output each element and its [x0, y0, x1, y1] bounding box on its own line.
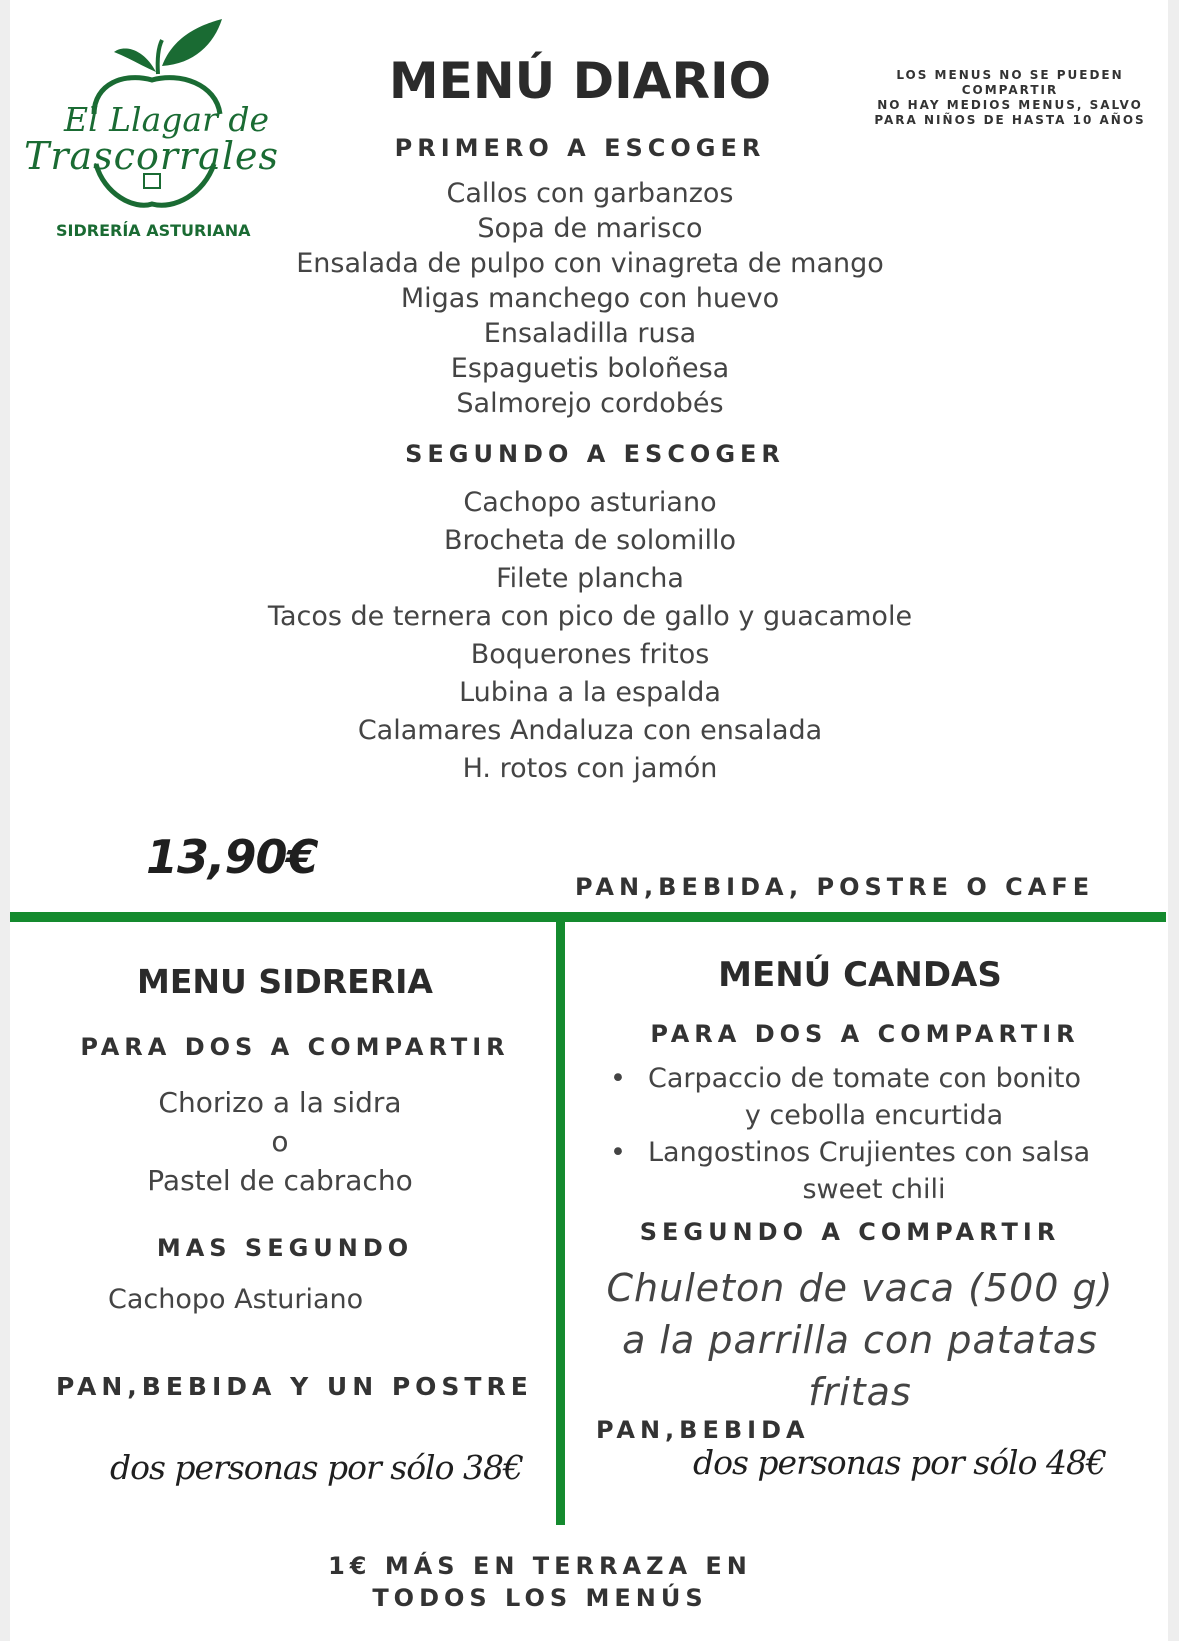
list-item [600, 1060, 1140, 1134]
first-course-list [210, 176, 970, 421]
sidreria-starters [30, 1083, 530, 1200]
main-line2: a la parrilla con patatas [622, 1318, 1098, 1362]
sidreria-title: MENU SIDRERIA [137, 962, 433, 1001]
main-line3: fritas [808, 1370, 912, 1414]
sidreria-second-heading: MAS SEGUNDO [156, 1234, 414, 1262]
first-course-heading: PRIMERO A ESCOGER [394, 134, 766, 162]
logo-line1: El Llagar de [64, 100, 269, 139]
sidreria-includes: PAN,BEBIDA Y UN POSTRE [56, 1372, 533, 1401]
list-item: Migas manchego con huevo [400, 283, 780, 314]
list-item [600, 1134, 1140, 1208]
main-line1: Chuleton de vaca (500 g) [606, 1266, 1114, 1310]
candas-starters [600, 1060, 1140, 1208]
list-item: Filete plancha [496, 563, 684, 594]
daily-title: MENÚ DIARIO [388, 52, 772, 110]
list-item: Calamares Andaluza con ensalada [357, 715, 823, 746]
terrace-line1: 1€ MÁS EN TERRAZA EN [328, 1552, 752, 1580]
bullet2-line2: sweet chili [802, 1174, 946, 1205]
list-item: Pastel de cabracho [147, 1164, 413, 1197]
terrace-note [260, 1550, 820, 1614]
vertical-divider [556, 918, 565, 1525]
bullet-icon: • [610, 1063, 626, 1094]
candas-share-heading: PARA DOS A COMPARTIR [650, 1020, 1080, 1048]
bullet1-line2: y cebolla encurtida [744, 1100, 1004, 1131]
candas-includes: PAN,BEBIDA [596, 1416, 810, 1444]
horizontal-divider [10, 912, 1166, 922]
notice-line3: NO HAY MEDIOS MENUS, SALVO [877, 98, 1143, 112]
list-item: Boquerones fritos [470, 639, 710, 670]
menu-page [10, 0, 1168, 1641]
list-item: Callos con garbanzos [446, 178, 734, 209]
second-course-list [190, 484, 990, 788]
notice-line2: COMPARTIR [961, 83, 1059, 97]
bullet2-line1: Langostinos Crujientes con salsa [648, 1137, 1091, 1168]
candas-second-heading: SEGUNDO A COMPARTIR [639, 1218, 1061, 1246]
or-separator: o [271, 1125, 289, 1158]
list-item: Salmorejo cordobés [456, 388, 724, 419]
list-item: Espaguetis boloñesa [450, 353, 730, 384]
list-item: H. rotos con jamón [462, 753, 718, 784]
bullet-icon: • [610, 1137, 626, 1168]
daily-price: 13,90€ [146, 830, 318, 884]
notice-line4: PARA NIÑOS DE HASTA 10 AÑOS [874, 113, 1146, 127]
list-item: Ensaladilla rusa [483, 318, 697, 349]
notice [855, 68, 1165, 128]
logo-tagline: SIDRERÍA ASTURIANA [56, 221, 251, 240]
logo-line2: Trascorrales [24, 134, 279, 178]
daily-includes: PAN,BEBIDA, POSTRE O CAFE [575, 873, 1095, 901]
notice-line1: LOS MENUS NO SE PUEDEN [896, 68, 1124, 82]
sidreria-share-heading: PARA DOS A COMPARTIR [80, 1033, 510, 1061]
list-item: Brocheta de solomillo [443, 525, 737, 556]
terrace-line2: TODOS LOS MENÚS [372, 1584, 708, 1612]
list-item: Tacos de ternera con pico de gallo y guacamole [267, 601, 913, 632]
candas-main-course [580, 1262, 1140, 1418]
candas-price: dos personas por sólo 48€ [693, 1443, 1106, 1482]
list-item: Lubina a la espalda [459, 677, 721, 708]
candas-title: MENÚ CANDAS [718, 955, 1002, 995]
bullet1-line1: Carpaccio de tomate con bonito [648, 1063, 1081, 1094]
sidreria-second-item: Cachopo Asturiano [108, 1284, 364, 1315]
list-item: Cachopo asturiano [463, 487, 717, 518]
second-course-heading: SEGUNDO A ESCOGER [405, 440, 785, 468]
sidreria-price: dos personas por sólo 38€ [110, 1448, 523, 1487]
list-item: Chorizo a la sidra [158, 1086, 402, 1119]
list-item: Ensalada de pulpo con vinagreta de mango [296, 248, 884, 279]
list-item: Sopa de marisco [477, 213, 703, 244]
